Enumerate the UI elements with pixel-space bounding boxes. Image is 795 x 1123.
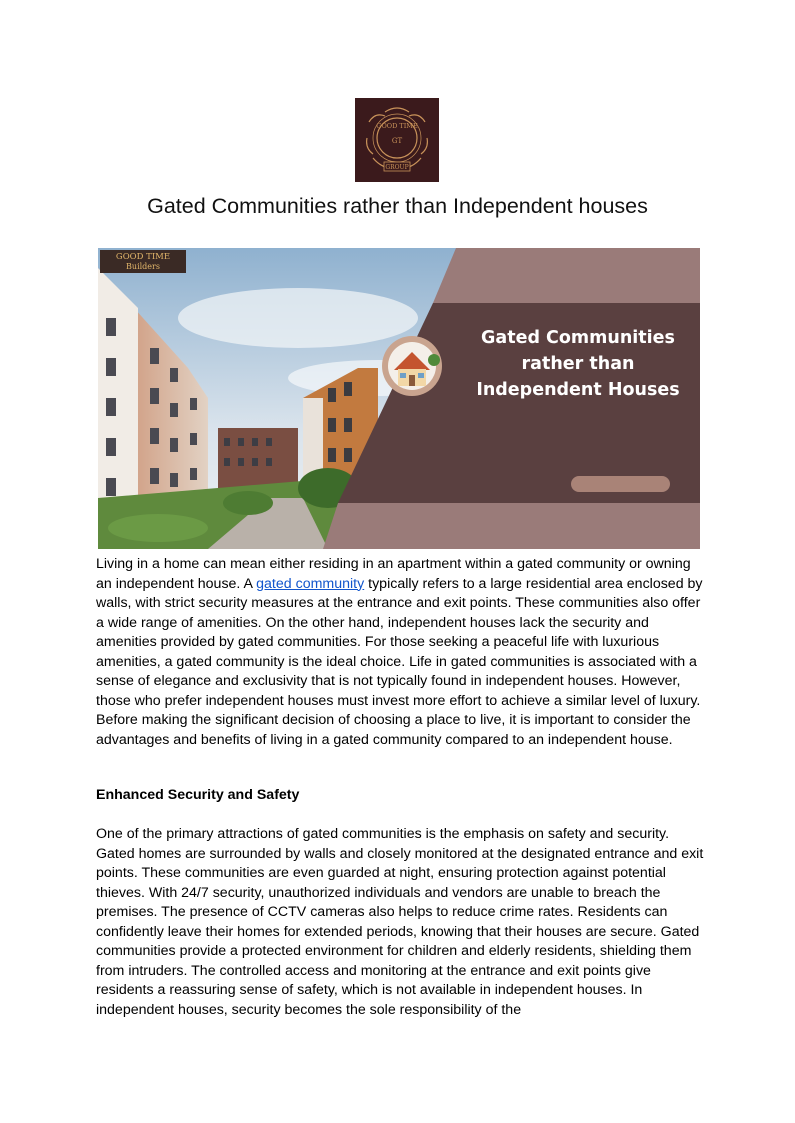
banner-title: Gated Communities rather than Independent Houses [476,328,680,400]
gated-community-link[interactable]: gated community [256,575,365,592]
company-logo [355,98,439,182]
banner-brand-line1: GOOD TIME [115,252,171,262]
intro-paragraph [96,555,706,750]
intro-text-start: Living in a home can mean either residing in an apartment within a gated community or owning an independent house. A [96,556,691,592]
banner-button-bar [571,476,670,492]
banner-brand-line2: Builders [126,262,160,271]
good-time-group-logo-icon [355,98,439,182]
intro-text-end: typically refers to a large residential area enclosed by walls, with strict security measures at the entrance and exit points. These communities also offer a wide range of amenities. On the other hand, independent houses lack the security and amenities provided by gated communities. For those seeking a peaceful life with luxurious amenities, a gated community is the ideal choice. Life in gated communities is associated with a sense of elegance and exclusivity that is not typically found in independent houses. However, those who prefer independent houses must invest more effort to achieve a similar level of luxury. Before making the significant decision of choosing a place to live, it is important to consider the advantages and benefits of living in a gated community compared to an independent house. [96,575,703,748]
security-paragraph: One of the primary attractions of gated communities is the emphasis on safety and security. Gated homes are surrounded by walls and closely monitored at the designated entrance and exit points. These communities are even guarded at night, ensuring protection against potential thieves. With 24/7 security, unauthorized individuals and vendors are unable to breach the premises. The presence of CCTV cameras also helps to reduce crime rates. Residents can confidently leave their homes for extended periods, knowing that their houses are secure. Gated communities provide a protected environment for children and elderly residents, shielding them from intruders. The controlled access and monitoring at the entrance and exit points give residents a reassuring sense of safety, which is not available in independent houses. In independent houses, security becomes the sole responsibility of the [96,826,704,1018]
banner-brand-badge [100,250,186,273]
logo-bottom-text: GROUP [385,164,409,171]
logo-top-text: GOOD TIME [376,122,418,130]
hero-banner [98,248,700,549]
logo-monogram: GT [391,137,403,145]
section-heading: Enhanced Security and Safety [96,787,300,803]
document-title: Gated Communities rather than Independent houses [147,194,648,218]
